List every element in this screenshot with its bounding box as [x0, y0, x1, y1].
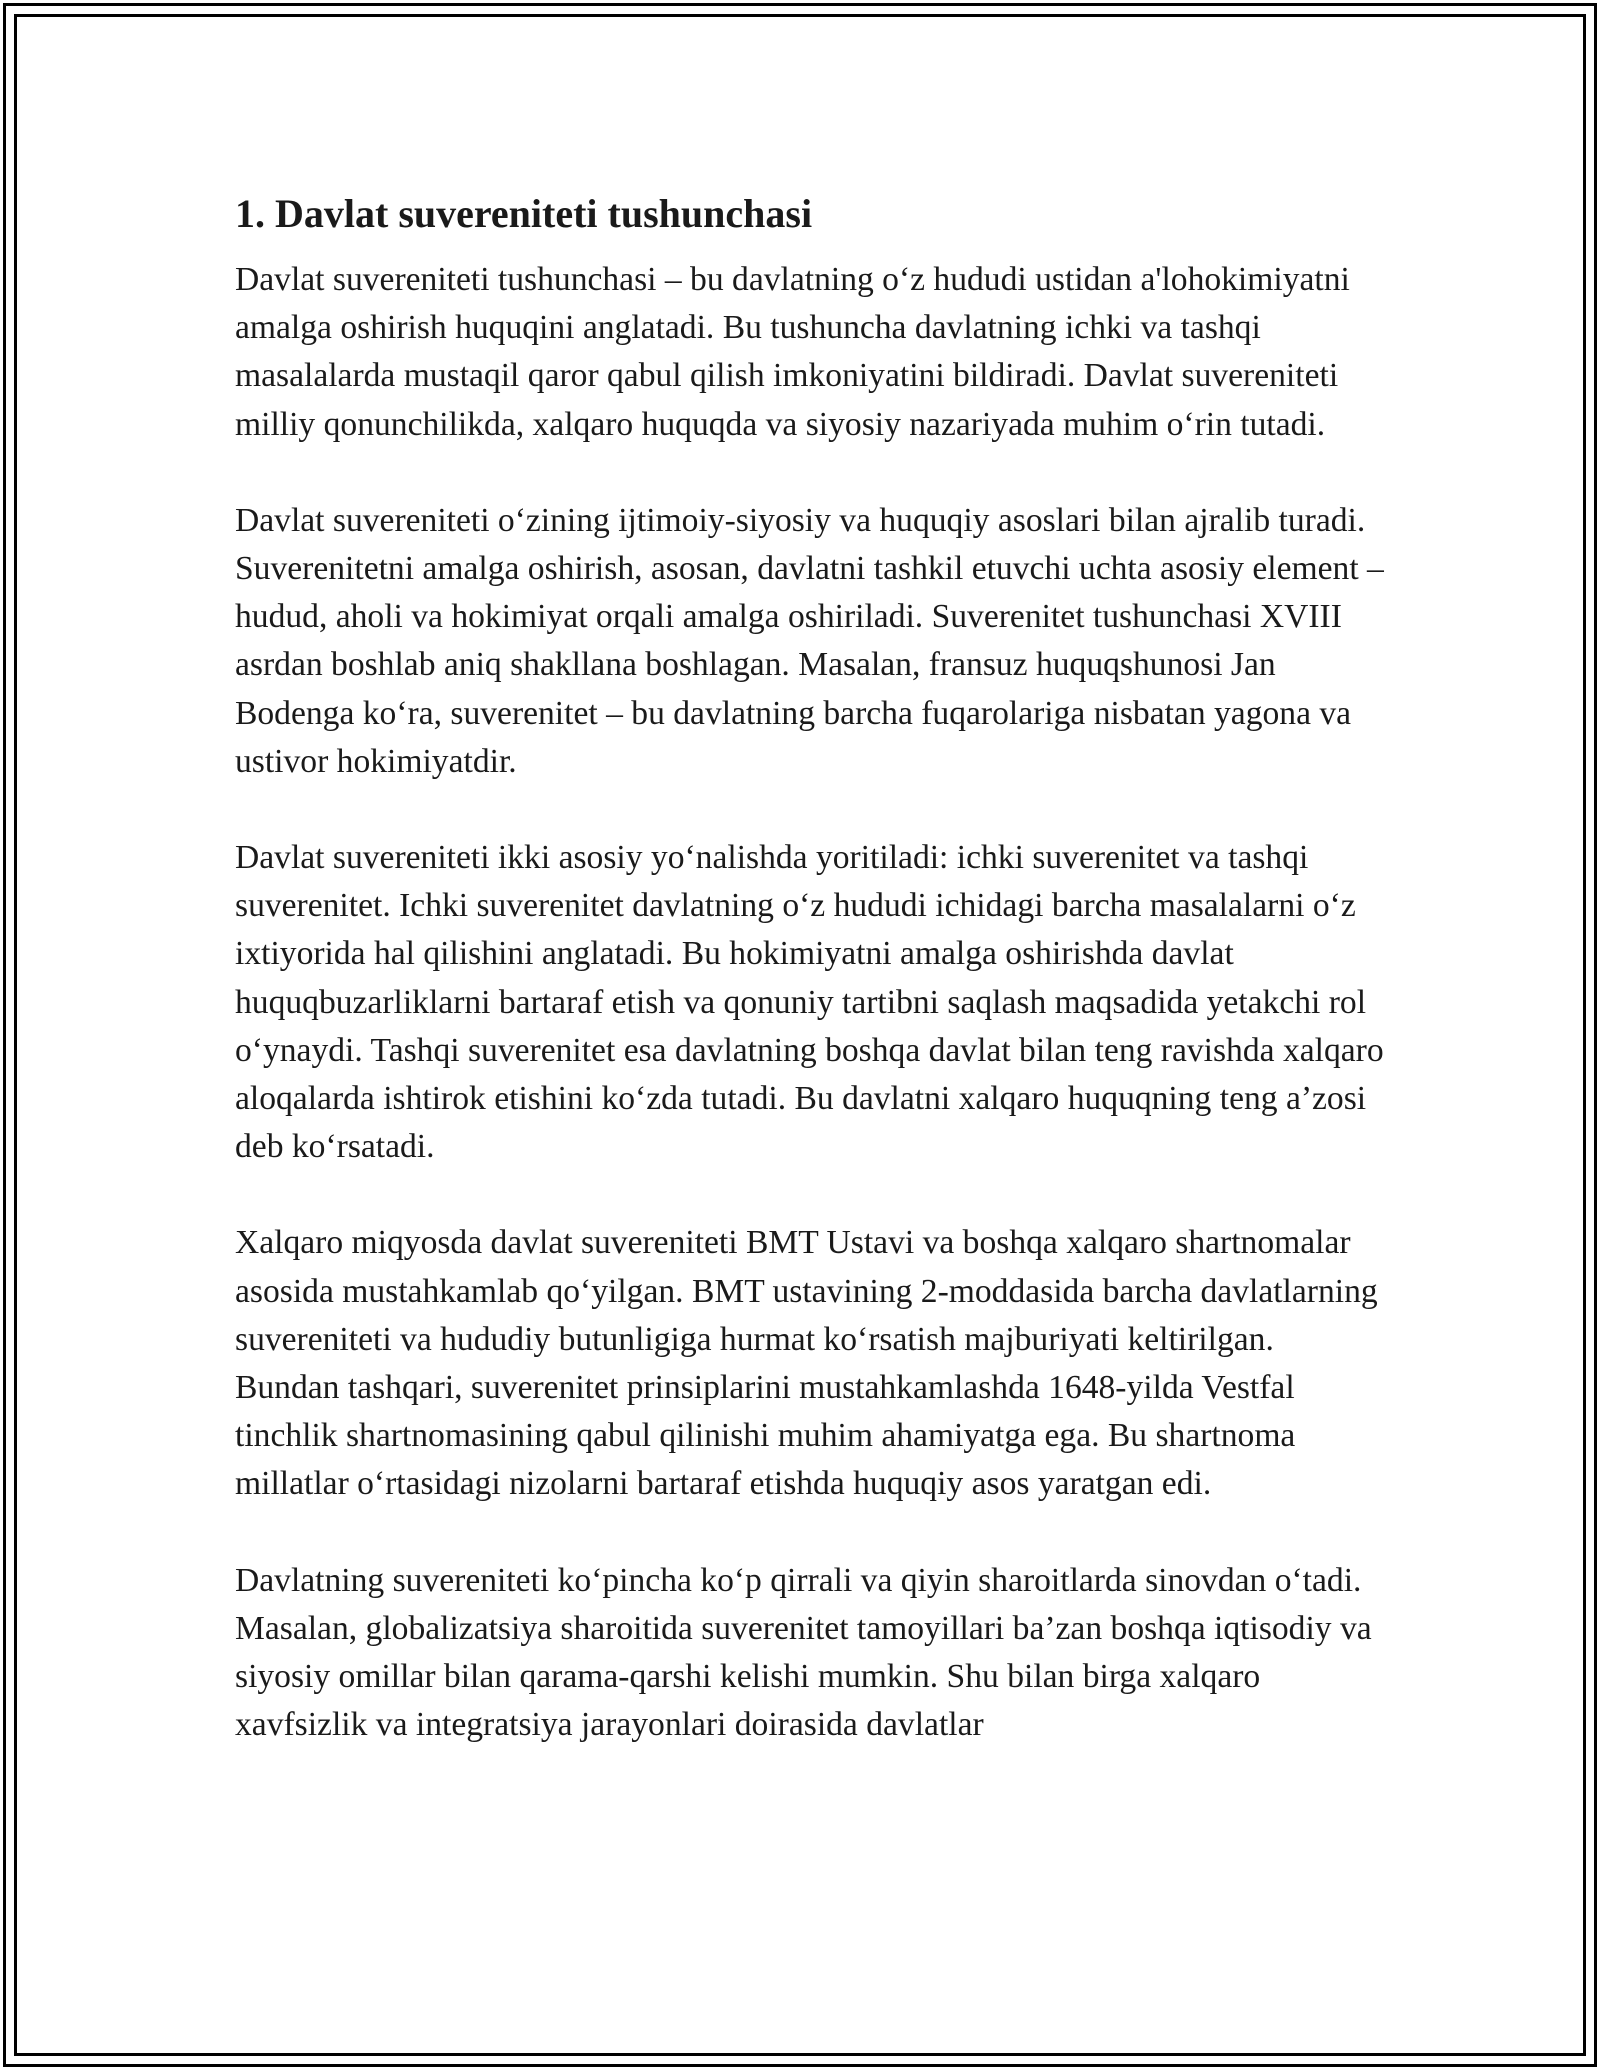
paragraph-5: Davlatning suvereniteti ko‘pincha ko‘p qirrali va qiyin sharoitlarda sinovdan o‘tadi. Masalan, globalizatsiya sharoitida suverenitet tamoyillari ba’zan boshqa iqtisodiy va siyosiy omillar bilan qarama-qarshi kelishi mumkin. Shu bilan birga xalqaro xavfsizlik va integratsiya jarayonlari doirasida davlatlar [235, 1561, 1372, 1744]
section-title: 1. Davlat suvereniteti tushunchasi [235, 191, 813, 236]
paragraph-3: Davlat suvereniteti ikki asosiy yo‘nalishda yoritiladi: ichki suverenitet va tashqi suverenitet. Ichki suverenitet davlatning o‘z hududi ichidagi barcha masalalarni o‘z ixtiyorida hal qilishini anglatadi. Bu hokimiyatni amalga oshirishda davlat huquqbuzarliklarni bartaraf etish va qonuniy tartibni saqlash maqsadida yetakchi rol o‘ynaydi. Tashqi suverenitet esa davlatning boshqa davlat bilan teng ravishda xalqaro aloqalarda ishtirok etishini ko‘zda tutadi. Bu davlatni xalqaro huquqning teng a’zosi deb ko‘rsatadi. [235, 839, 1384, 1166]
paragraph-1: Davlat suvereniteti tushunchasi – bu davlatning o‘z hududi ustidan a'lohokimiyatni amalga oshirish huquqini anglatadi. Bu tushuncha davlatning ichki va tashqi masalalarda mustaqil qaror qabul qilish imkoniyatini bildiradi. Davlat suvereniteti milliy qonunchilikda, xalqaro huquqda va siyosiy nazariyada muhim o‘rin tutadi. [235, 261, 1350, 443]
document-body [235, 188, 1385, 1797]
paragraph-4: Xalqaro miqyosda davlat suvereniteti BMT Ustavi va boshqa xalqaro shartnomalar asosida mustahkamlab qo‘yilgan. BMT ustavining 2-moddasida barcha davlatlarning suvereniteti va hududiy butunligiga hurmat ko‘rsatish majburiyati keltirilgan. Bundan tashqari, suverenitet prinsiplarini mustahkamlashda 1648-yilda Vestfal tinchlik shartnomasining qabul qilinishi muhim ahamiyatga ega. Bu shartnoma millatlar o‘rtasidagi nizolarni bartaraf etishda huquqiy asos yaratgan edi. [235, 1224, 1378, 1503]
paragraph-2: Davlat suvereniteti o‘zining ijtimoiy-siyosiy va huquqiy asoslari bilan ajralib turadi. Suverenitetni amalga oshirish, asosan, davlatni tashkil etuvchi uchta asosiy element – hudud, aholi va hokimiyat orqali amalga oshiriladi. Suverenitet tushunchasi XVIII asrdan boshlab aniq shakllana boshlagan. Masalan, fransuz huquqshunosi Jan Bodenga ko‘ra, suverenitet – bu davlatning barcha fuqarolariga nisbatan yagona va ustivor hokimiyatdir. [235, 501, 1384, 780]
